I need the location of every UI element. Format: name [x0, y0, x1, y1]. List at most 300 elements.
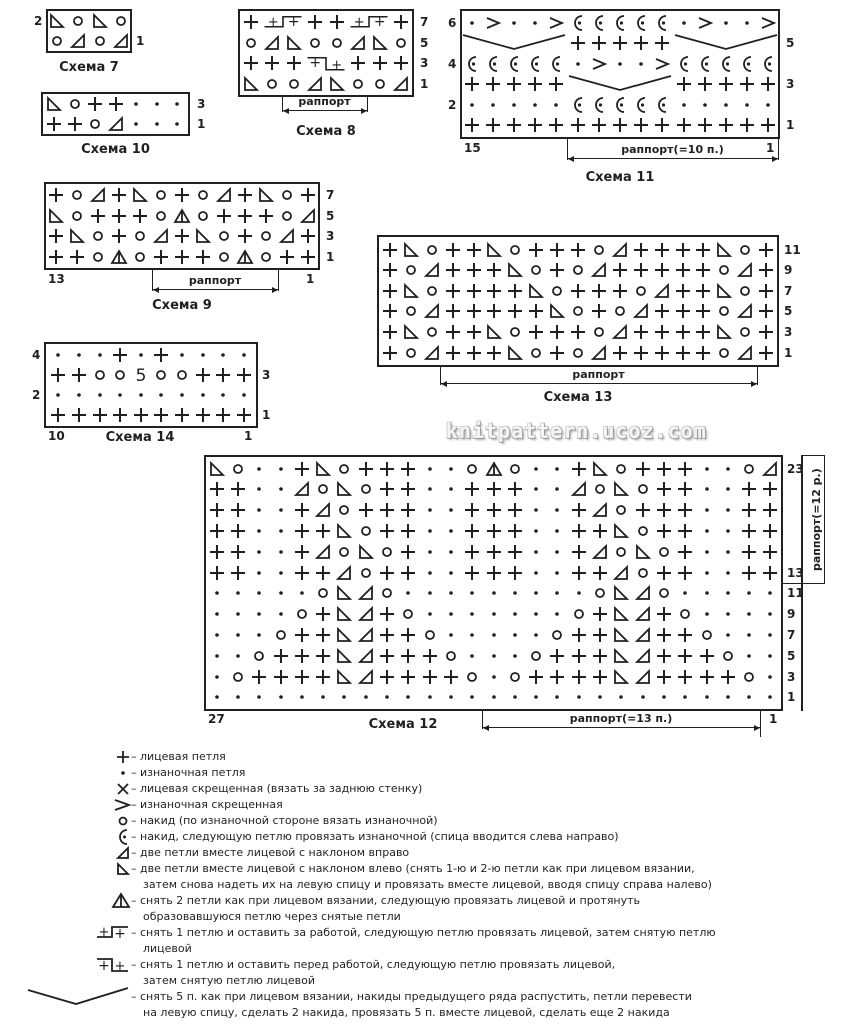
purl-dot-icon — [568, 54, 588, 74]
knit-icon — [654, 604, 674, 624]
yarn-over-icon — [327, 33, 347, 53]
knit-icon — [505, 500, 525, 520]
purl-dot-icon — [737, 13, 757, 33]
knit-icon — [484, 301, 504, 321]
yarn-over-icon — [589, 240, 609, 260]
knit-icon — [313, 604, 333, 624]
svg-text:+: + — [267, 14, 279, 30]
knit-icon — [443, 322, 463, 342]
knit-icon — [356, 500, 376, 520]
purl-dot-icon — [484, 583, 504, 603]
knit-icon — [443, 343, 463, 363]
yarn-over-icon — [151, 206, 171, 226]
purl-dot-icon — [462, 604, 482, 624]
purl-dot-icon — [737, 95, 757, 115]
purl-twisted-icon — [758, 13, 778, 33]
k2tog-right-icon — [633, 667, 653, 687]
purl-dot-icon — [611, 687, 631, 707]
purl-dot-icon — [420, 604, 440, 624]
knit-icon — [716, 74, 736, 94]
knit-icon — [213, 365, 233, 385]
purl-dot-icon — [441, 521, 461, 541]
ssk-left-icon — [611, 625, 631, 645]
knit-icon — [110, 345, 130, 365]
purl-dot-icon — [441, 479, 461, 499]
knit-icon — [484, 281, 504, 301]
knit-icon — [568, 322, 588, 342]
knit-icon — [69, 405, 89, 425]
k2tog-right-icon — [422, 301, 442, 321]
knit-icon — [398, 542, 418, 562]
sk2p-triangle-icon — [172, 206, 192, 226]
ssk-left-icon — [714, 281, 734, 301]
purl-dot-icon — [271, 583, 291, 603]
knit-icon — [377, 667, 397, 687]
knit-icon — [589, 33, 609, 53]
yarn-over-icon — [90, 31, 110, 51]
knit-icon — [130, 206, 150, 226]
yarn-over-icon — [271, 625, 291, 645]
yarn-over-icon — [462, 667, 482, 687]
yarn-over-icon — [547, 625, 567, 645]
chart-title: Схема 11 — [585, 170, 655, 185]
knit-icon — [241, 12, 261, 32]
yarn-over-icon — [568, 260, 588, 280]
row-number: 3 — [262, 367, 271, 382]
purl-dot-icon — [228, 625, 248, 645]
ssk-left-icon — [47, 11, 67, 31]
chart-title: Схема 7 — [59, 60, 119, 75]
knit-icon — [693, 240, 713, 260]
legend-text: затем снятую петлю лицевой — [143, 974, 316, 987]
knit-icon — [44, 114, 64, 134]
row-number: 1 — [786, 118, 795, 133]
ssk-left-icon — [334, 625, 354, 645]
svg-text:+: + — [114, 959, 126, 974]
knit-icon — [48, 405, 68, 425]
knit-icon — [380, 260, 400, 280]
yarn-over-purl-icon — [483, 54, 503, 74]
knit-icon — [525, 115, 545, 135]
knit-icon — [420, 646, 440, 666]
knit-icon — [284, 53, 304, 73]
yarn-over-icon — [356, 563, 376, 583]
chart-title: Схема 14 — [105, 430, 175, 445]
knit-icon — [610, 115, 630, 135]
yarn-over-icon — [441, 646, 461, 666]
k2tog-right-icon — [633, 646, 653, 666]
k2tog-right-icon — [356, 625, 376, 645]
row-number: 3 — [420, 56, 429, 71]
knit-icon — [420, 667, 440, 687]
knit-icon — [462, 521, 482, 541]
svg-text:+: + — [98, 958, 110, 974]
arrow-right-icon — [272, 287, 278, 293]
knit-icon — [737, 74, 757, 94]
knit-icon — [693, 322, 713, 342]
rapport-line — [440, 383, 757, 384]
knit-icon — [484, 542, 504, 562]
svg-text:+: + — [353, 14, 365, 30]
knit-icon — [547, 260, 567, 280]
purl-dot-icon — [213, 385, 233, 405]
purl-dot-icon — [207, 687, 227, 707]
purl-dot-icon — [484, 604, 504, 624]
yarn-over-icon — [391, 33, 411, 53]
purl-dot-icon — [462, 95, 482, 115]
yarn-over-icon — [130, 247, 150, 267]
knit-icon — [327, 12, 347, 32]
purl-twisted-icon — [589, 54, 609, 74]
knit-icon — [652, 240, 672, 260]
knit-icon — [292, 521, 312, 541]
yarn-over-icon — [714, 343, 734, 363]
ssk-left-icon — [401, 240, 421, 260]
k2tog-right-icon — [631, 301, 651, 321]
yarn-over-icon — [611, 459, 631, 479]
purl-dot-icon — [675, 687, 695, 707]
knit-icon — [443, 260, 463, 280]
knit-icon — [207, 521, 227, 541]
yarn-over-icon — [88, 247, 108, 267]
yarn-over-purl-icon — [652, 13, 672, 33]
yarn-over-icon — [47, 31, 67, 51]
row-number: 5 — [326, 208, 335, 223]
knit-icon — [756, 301, 776, 321]
knit-icon — [569, 521, 589, 541]
knit-icon — [568, 240, 588, 260]
knit-icon — [46, 247, 66, 267]
knit-icon — [673, 343, 693, 363]
yarn-over-icon — [110, 365, 130, 385]
purl-dot-icon — [172, 345, 192, 365]
knit-icon — [370, 53, 390, 73]
yarn-over-icon — [633, 521, 653, 541]
knit-icon — [526, 240, 546, 260]
knit-icon — [526, 322, 546, 342]
row-number: 4 — [448, 56, 457, 71]
knit-icon — [760, 542, 780, 562]
arrow-right-icon — [361, 108, 367, 114]
purl-dot-icon — [249, 542, 269, 562]
knit-icon — [654, 500, 674, 520]
knit-icon — [693, 260, 713, 280]
yarn-over-icon — [88, 226, 108, 246]
purl-dot-icon — [249, 459, 269, 479]
svg-text:+: + — [331, 57, 343, 73]
yarn-over-purl-icon — [631, 13, 651, 33]
knit-icon — [193, 247, 213, 267]
purl-dot-icon — [356, 687, 376, 707]
knit-icon — [631, 240, 651, 260]
ssk-left-icon — [401, 281, 421, 301]
rapport-bracket-right — [778, 139, 779, 160]
knit-icon — [380, 343, 400, 363]
purl-dot-icon — [271, 521, 291, 541]
k2tog-right-icon — [298, 206, 318, 226]
purl-dot-icon — [484, 667, 504, 687]
knit-icon — [292, 500, 312, 520]
knit-icon — [298, 247, 318, 267]
yarn-over-icon — [611, 542, 631, 562]
purl-dot-icon — [48, 385, 68, 405]
knit-icon — [305, 12, 325, 32]
knit-icon — [756, 281, 776, 301]
purl-dot-icon — [526, 500, 546, 520]
knit-icon — [569, 563, 589, 583]
purl-dot-icon — [441, 583, 461, 603]
legend-text: образовавшуюся петлю через снятые петли — [143, 910, 401, 923]
rapport-rows-tick-top — [803, 455, 825, 456]
knit-icon — [228, 542, 248, 562]
knit-icon — [464, 322, 484, 342]
yarn-over-icon — [130, 226, 150, 246]
knit-icon — [234, 365, 254, 385]
k2tog-right-icon — [348, 33, 368, 53]
knit-icon — [380, 240, 400, 260]
knit-icon — [256, 206, 276, 226]
purl-dot-icon — [234, 385, 254, 405]
purl-dot-icon — [718, 521, 738, 541]
yarn-over-icon — [631, 281, 651, 301]
yarn-over-icon — [151, 185, 171, 205]
row-number: 4 — [32, 347, 41, 362]
legend-text: – изнаночная петля — [131, 766, 246, 779]
svg-text:5: 5 — [135, 365, 147, 386]
knit-icon — [131, 405, 151, 425]
k2tog-right-icon — [652, 281, 672, 301]
knit-icon — [85, 94, 105, 114]
purl-dot-icon — [441, 687, 461, 707]
yarn-over-icon — [214, 226, 234, 246]
rapport-label: раппорт(=13 п.) — [569, 712, 673, 725]
yarn-over-purl-icon — [695, 54, 715, 74]
yarn-over-icon — [568, 301, 588, 321]
purl-dot-icon — [420, 459, 440, 479]
rapport-rows-label: раппорт(=12 р.) — [810, 468, 823, 571]
knit-icon — [654, 479, 674, 499]
knit-icon — [377, 625, 397, 645]
row-number: 2 — [34, 14, 43, 28]
yarn-over-icon — [526, 646, 546, 666]
k2tog-right-icon — [305, 74, 325, 94]
k2tog-right-icon — [590, 542, 610, 562]
knit-icon — [292, 563, 312, 583]
knit-icon — [590, 646, 610, 666]
purl-dot-icon — [167, 94, 187, 114]
yarn-over-icon — [370, 74, 390, 94]
knit-icon — [292, 459, 312, 479]
ssk-left-icon — [401, 322, 421, 342]
yarn-over-purl-icon — [610, 13, 630, 33]
knit-icon — [298, 226, 318, 246]
purl-dot-icon — [697, 563, 717, 583]
yarn-over-icon — [214, 247, 234, 267]
purl-dot-icon — [398, 583, 418, 603]
purl-dot-icon — [546, 95, 566, 115]
ssk-left-icon — [526, 281, 546, 301]
ssk-left-icon — [284, 33, 304, 53]
purl-dot-icon — [590, 687, 610, 707]
purl-dot-icon — [739, 604, 759, 624]
knit-icon — [172, 247, 192, 267]
purl-dot-icon — [249, 687, 269, 707]
knit-icon — [546, 74, 566, 94]
legend-text: – снять 5 п. как при лицевом вязании, накиды предыдущего ряда распустить, петли перевести — [131, 990, 692, 1003]
knit-icon — [505, 281, 525, 301]
k2tog-right-icon — [589, 343, 609, 363]
purl-dot-icon — [420, 563, 440, 583]
yarn-over-icon — [193, 185, 213, 205]
yarn-over-icon — [111, 11, 131, 31]
yarn-over-icon — [422, 281, 442, 301]
cluster-chevron-icon — [24, 989, 130, 1005]
purl-dot-icon — [271, 500, 291, 520]
purl-dot-icon — [48, 345, 68, 365]
knit-icon — [675, 459, 695, 479]
knit-icon — [654, 563, 674, 583]
knit-icon — [484, 260, 504, 280]
knit-icon — [348, 53, 368, 73]
purl-dot-icon — [526, 583, 546, 603]
purl-dot-icon — [126, 114, 146, 134]
yarn-over-purl-icon — [737, 54, 757, 74]
purl-dot-icon — [718, 479, 738, 499]
knit-icon — [610, 260, 630, 280]
knit-icon — [654, 521, 674, 541]
column-number: 1 — [244, 429, 253, 443]
row-number: 1 — [787, 690, 796, 705]
knit-icon — [673, 322, 693, 342]
k2tog-right-icon — [569, 479, 589, 499]
yarn-over-icon — [505, 240, 525, 260]
knit-icon — [484, 500, 504, 520]
ssk-left-icon — [611, 479, 631, 499]
yarn-over-icon — [505, 322, 525, 342]
knit-icon — [756, 322, 776, 342]
k2tog-right-icon — [422, 343, 442, 363]
yarn-over-icon — [633, 563, 653, 583]
knit-icon — [505, 521, 525, 541]
row-number: 1 — [136, 34, 145, 48]
knit-icon — [235, 206, 255, 226]
purl-dot-icon — [547, 521, 567, 541]
purl-dot-icon — [697, 459, 717, 479]
knit-icon — [207, 479, 227, 499]
knit-icon — [610, 33, 630, 53]
knit-icon — [693, 343, 713, 363]
knit-icon — [675, 625, 695, 645]
purl-dot-icon — [167, 114, 187, 134]
purl-dot-icon — [441, 604, 461, 624]
ssk-left-icon — [67, 226, 87, 246]
rapport-bracket-right — [367, 97, 368, 112]
purl-dot-icon — [547, 563, 567, 583]
purl-dot-icon — [739, 687, 759, 707]
purl-dot-icon — [760, 604, 780, 624]
yarn-over-icon — [334, 459, 354, 479]
knit-icon — [675, 542, 695, 562]
knit-icon — [380, 322, 400, 342]
knit-icon — [380, 281, 400, 301]
purl-dot-icon — [739, 646, 759, 666]
knit-icon — [589, 281, 609, 301]
ssk-left-icon — [241, 74, 261, 94]
svg-text:+: + — [114, 926, 126, 942]
yarn-over-icon — [590, 583, 610, 603]
purl-dot-icon — [569, 583, 589, 603]
ssk-left-icon — [611, 646, 631, 666]
knit-icon — [398, 625, 418, 645]
knit-icon — [235, 226, 255, 246]
legend-text: – снять 2 петли как при лицевом вязании, следующую провязать лицевой и протянуть — [131, 894, 641, 907]
knit-icon — [695, 74, 715, 94]
purl-dot-icon — [313, 687, 333, 707]
knit-icon — [483, 115, 503, 135]
purl-dot-icon — [147, 114, 167, 134]
knit-icon — [398, 521, 418, 541]
yarn-over-icon — [65, 94, 85, 114]
purl-dot-icon — [271, 459, 291, 479]
purl-twisted-icon — [652, 54, 672, 74]
rapport-bracket-right — [278, 270, 279, 291]
purl-dot-icon — [420, 479, 440, 499]
yarn-over-purl-icon — [589, 13, 609, 33]
yarn-over-icon — [241, 33, 261, 53]
yarn-over-icon — [718, 646, 738, 666]
row-number: 3 — [787, 669, 796, 684]
purl-dot-icon — [151, 385, 171, 405]
purl-dot-icon — [90, 385, 110, 405]
yarn-over-icon — [305, 33, 325, 53]
k2tog-right-icon — [292, 479, 312, 499]
purl-dot-icon — [462, 583, 482, 603]
row-number: 1 — [197, 117, 206, 131]
purl-dot-icon — [739, 625, 759, 645]
purl-dot-icon — [420, 687, 440, 707]
purl-dot-icon — [207, 625, 227, 645]
column-number: 13 — [48, 272, 65, 286]
legend-text: – снять 1 петлю и оставить перед работой, следующую петлю провязать лицевой, — [131, 958, 616, 971]
yarn-over-icon — [277, 185, 297, 205]
purl-dot-icon — [249, 625, 269, 645]
knit-icon — [569, 646, 589, 666]
purl-dot-icon — [484, 687, 504, 707]
knit-icon — [106, 94, 126, 114]
row-number: 11 — [784, 242, 801, 257]
knit-icon — [568, 115, 588, 135]
ssk-left-icon — [611, 667, 631, 687]
purl-dot-icon — [526, 625, 546, 645]
purl-dot-icon — [526, 687, 546, 707]
ssk-left-icon — [46, 206, 66, 226]
row-number: 9 — [784, 263, 793, 278]
knit-icon — [298, 185, 318, 205]
row-number: 7 — [420, 15, 429, 30]
yarn-over-purl-icon — [610, 95, 630, 115]
ssk-left-icon — [334, 479, 354, 499]
k2tog-right-icon — [610, 240, 630, 260]
knit-icon — [377, 479, 397, 499]
knit-icon — [292, 646, 312, 666]
k2tog-right-icon — [106, 114, 126, 134]
knit-icon — [313, 521, 333, 541]
knit-icon — [568, 33, 588, 53]
yarn-over-icon — [547, 281, 567, 301]
yarn-over-icon — [697, 625, 717, 645]
yarn-over-icon — [313, 583, 333, 603]
arrow-left-icon — [153, 287, 159, 293]
